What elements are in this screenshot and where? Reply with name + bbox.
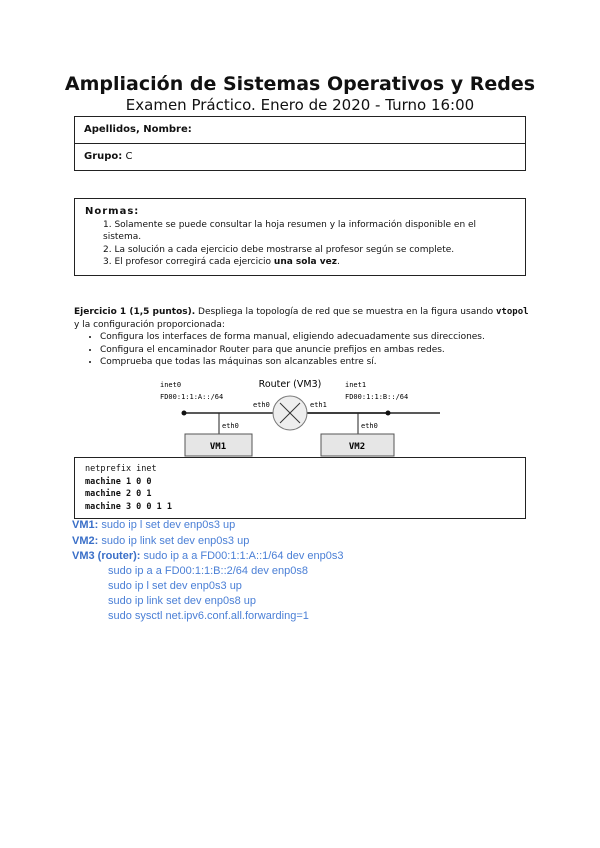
config-line: machine 1 0 0	[85, 476, 152, 487]
exercise-text: y la configuración proporcionada:	[74, 319, 225, 330]
answer-command: sudo ip l set dev enp0s3 up	[108, 580, 242, 592]
exercise-text: Despliega la topología de red que se muestra en la figura usando	[195, 307, 497, 317]
config-line: machine 2 0 1	[85, 489, 152, 499]
answer-command: sudo ip link set dev enp0s8 up	[108, 595, 256, 607]
rule-item: 2. La solución a cada ejercicio debe mostrarse al profesor según se complete.	[103, 244, 455, 255]
page-title: Ampliación de Sistemas Operativos y Redes	[64, 73, 536, 95]
group-label: Grupo:	[84, 151, 123, 162]
answer-command: sudo ip a a FD00:1:1:B::2/64 dev enp0s8	[108, 565, 308, 577]
answer-vm2	[72, 535, 249, 547]
vm2-label: VM2	[348, 442, 366, 452]
network-endpoint	[182, 411, 187, 416]
network-topology-diagram	[150, 372, 470, 458]
answer-command: sudo sysctl net.ipv6.conf.all.forwarding=1	[108, 610, 309, 622]
answer-command: sudo ip link set dev enp0s3 up	[98, 535, 250, 547]
bullet-item: • Configura el encaminador Router para que anuncie prefijos en ambas redes.	[100, 344, 534, 357]
group-row	[75, 143, 525, 170]
vm1-label: VM1	[209, 442, 227, 452]
exercise-command: vtopol	[496, 307, 529, 317]
rule-emphasis: una sola vez	[273, 257, 337, 267]
bullet-item: • Configura los interfaces de forma manual, eligiendo adecuadamente sus direcciones.	[100, 331, 534, 344]
answer-label: VM3 (router):	[72, 550, 141, 562]
inet0-label: inet0	[160, 381, 182, 389]
group-value: C	[125, 151, 133, 162]
config-code-box	[74, 457, 526, 519]
exercise-statement	[74, 306, 534, 331]
router-eth0-label: eth0	[253, 401, 270, 409]
config-line: machine 3 0 0 1 1	[85, 501, 172, 512]
inet0-prefix: FD00:1:1:A::/64	[160, 393, 224, 401]
exercise-bullets	[74, 331, 534, 369]
answer-label: VM1:	[72, 519, 99, 531]
rules-box	[74, 198, 526, 276]
rule-text: .	[336, 257, 340, 267]
vm1-eth0-label: eth0	[222, 422, 239, 430]
answer-command: sudo ip a a FD00:1:1:A::1/64 dev enp0s3	[140, 550, 344, 562]
rule-item: 1. Solamente se puede consultar la hoja resumen y la información disponible en el sistema.	[103, 219, 477, 242]
network-endpoint	[386, 411, 391, 416]
bullet-item: • Comprueba que todas las máquinas son alcanzables entre sí.	[100, 356, 534, 369]
inet1-prefix: FD00:1:1:B::/64	[345, 393, 409, 401]
exercise-title: Ejercicio 1 (1,5 puntos).	[74, 307, 196, 317]
inet1-label: inet1	[345, 381, 367, 389]
config-line: netprefix inet	[85, 464, 157, 474]
rule-item	[85, 256, 515, 269]
name-label: Apellidos, Nombre:	[84, 124, 192, 135]
router-eth1-label: eth1	[310, 401, 327, 409]
student-info-box	[74, 116, 526, 171]
answer-label: VM2:	[72, 535, 99, 547]
page-subtitle: Examen Práctico. Enero de 2020 - Turno 16:00	[125, 96, 475, 114]
name-row	[75, 117, 525, 143]
answer-command: sudo ip l set dev enp0s3 up	[98, 519, 236, 531]
rules-title: Normas:	[85, 206, 140, 217]
router-label: Router (VM3)	[258, 379, 322, 390]
answer-vm1	[72, 519, 235, 531]
exercise-1	[74, 306, 534, 369]
vm2-eth0-label: eth0	[361, 422, 378, 430]
answer-vm3	[72, 550, 343, 562]
rule-text: 3. El profesor corregirá cada ejercicio	[103, 257, 274, 267]
